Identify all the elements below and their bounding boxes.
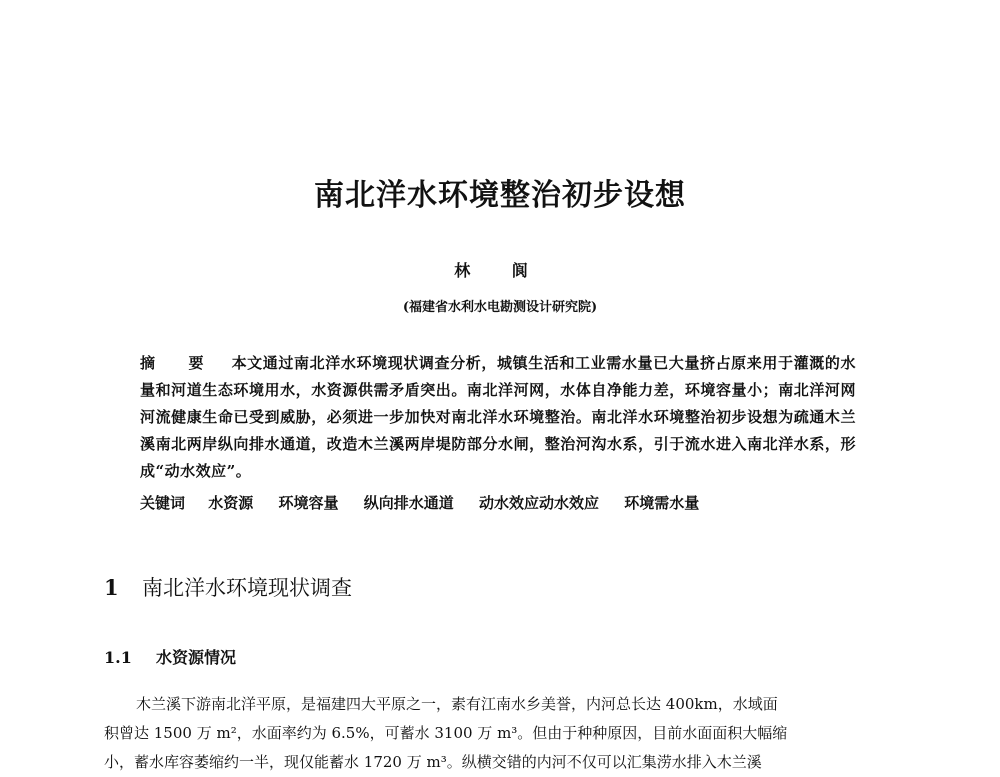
keyword-item: 环境需水量 xyxy=(624,494,700,512)
body-line: 积曾达 1500 万 m²，水面率约为 6.5%，可蓄水 3100 万 m³。但由于种种原因，目前水面面积大幅缩 xyxy=(104,724,788,742)
keywords-label: 关键词 xyxy=(140,494,186,512)
section-heading xyxy=(104,572,352,602)
paper-title: 南北洋水环境整治初步设想 xyxy=(314,178,686,213)
keywords xyxy=(140,492,856,513)
abstract-text: 本文通过南北洋水环境现状调查分析，城镇生活和工业需水量已大量挤占原来用于灌溉的水量和河道生态环境用水，水资源供需矛盾突出。南北洋河网，水体自净能力差，环境容量小；南北洋河网河流健康生命已受到威胁，必须进一步加快对南北洋水环境整治。南北洋水环境整治初步设想为疏通木兰溪南北两岸纵向排水通道，改造木兰溪两岸堤防部分水闸，整治河沟水系，引于流水进入南北洋水系，形成“动水效应”。 xyxy=(140,354,856,480)
body-line: 小，蓄水库容萎缩约一半，现仅能蓄水 1720 万 m³。纵横交错的内河不仅可以汇集涝水排入木兰溪 xyxy=(104,753,762,771)
abstract xyxy=(140,350,856,485)
body-line: 木兰溪下游南北洋平原，是福建四大平原之一，素有江南水乡美誉，内河总长达 400km，水域面 xyxy=(136,695,778,713)
body-paragraph xyxy=(104,690,894,777)
subsection-title: 水资源情况 xyxy=(156,648,237,667)
author-name: 林 阆 xyxy=(454,261,546,280)
subsection-heading xyxy=(104,645,236,668)
section-number: 1 xyxy=(104,575,119,600)
author-affiliation: (福建省水利水电勘测设计研究院) xyxy=(402,300,598,315)
section-title: 南北洋水环境现状调查 xyxy=(142,576,352,600)
subsection-number: 1.1 xyxy=(104,648,132,667)
keyword-item: 环境容量 xyxy=(278,494,339,512)
keyword-item: 水资源 xyxy=(208,494,254,512)
keyword-item: 动水效应动水效应 xyxy=(479,494,600,512)
keyword-item: 纵向排水通道 xyxy=(363,494,454,512)
abstract-label: 摘 要 xyxy=(140,354,218,372)
